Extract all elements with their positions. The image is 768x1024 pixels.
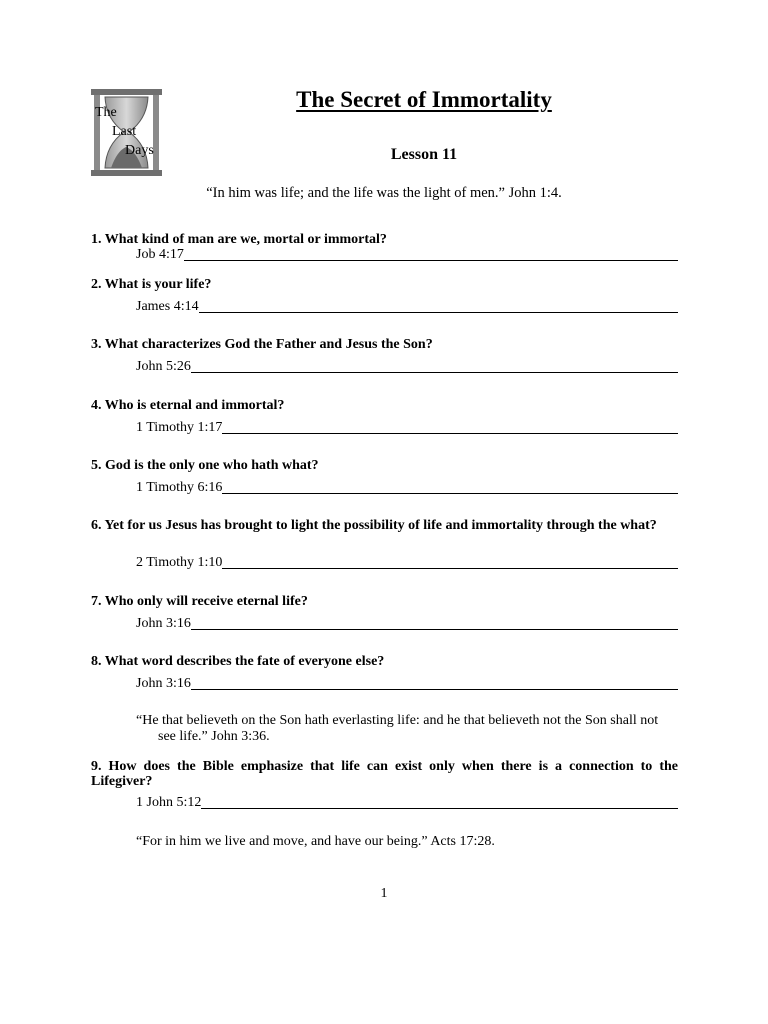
- scripture-reference: 1 Timothy 1:17: [136, 420, 223, 435]
- quote-line-2: see life.” John 3:36.: [158, 729, 270, 744]
- lesson-number: Lesson 11: [390, 146, 458, 163]
- scripture-reference: 1 John 5:12: [136, 795, 202, 810]
- answer-row-4: [136, 420, 678, 436]
- answer-blank[interactable]: [191, 688, 678, 690]
- question-8: 8. What word describes the fate of everyone else?: [91, 654, 385, 669]
- scripture-quote-john-3-36: [136, 713, 681, 745]
- answer-blank[interactable]: [199, 311, 678, 313]
- scripture-reference: John 3:16: [136, 676, 191, 691]
- answer-blank[interactable]: [191, 628, 678, 630]
- answer-blank[interactable]: [184, 259, 678, 261]
- answer-blank[interactable]: [191, 371, 678, 373]
- question-6: 6. Yet for us Jesus has brought to light the possibility of life and immortality through the what?: [91, 518, 657, 533]
- question-3: 3. What characterizes God the Father and Jesus the Son?: [91, 337, 433, 352]
- logo-word-the: The: [95, 105, 117, 120]
- page-title: The Secret of Immortality: [296, 87, 552, 112]
- question-2: 2. What is your life?: [91, 277, 212, 292]
- answer-row-3: [136, 359, 678, 375]
- answer-row-7: [136, 616, 678, 632]
- logo-word-last: Last: [112, 124, 137, 139]
- scripture-reference: 1 Timothy 6:16: [136, 480, 223, 495]
- question-4: 4. Who is eternal and immortal?: [91, 398, 285, 413]
- question-1: 1. What kind of man are we, mortal or immortal?: [91, 232, 387, 247]
- question-7: 7. Who only will receive eternal life?: [91, 594, 308, 609]
- scripture-quote-acts-17-28: “For in him we live and move, and have our being.” Acts 17:28.: [136, 834, 495, 849]
- answer-blank[interactable]: [222, 492, 678, 494]
- answer-blank[interactable]: [201, 807, 678, 809]
- quote-line-1: “He that believeth on the Son hath everlasting life: and he that believeth not the Son shall not: [136, 713, 659, 728]
- scripture-reference: James 4:14: [136, 299, 199, 314]
- answer-row-2: [136, 299, 678, 315]
- answer-row-1: [136, 247, 678, 263]
- answer-blank[interactable]: [222, 432, 678, 434]
- scripture-reference: Job 4:17: [136, 247, 184, 262]
- scripture-reference: John 5:26: [136, 359, 191, 374]
- scripture-reference: John 3:16: [136, 616, 191, 631]
- answer-row-8: [136, 676, 678, 692]
- epigraph-quote: “In him was life; and the life was the light of men.” John 1:4.: [206, 185, 562, 201]
- logo-word-days: Days: [125, 143, 154, 158]
- answer-row-9: [136, 795, 678, 811]
- scripture-reference: 2 Timothy 1:10: [136, 555, 223, 570]
- page-number: 1: [380, 886, 388, 901]
- answer-row-5: [136, 480, 678, 496]
- question-5: 5. God is the only one who hath what?: [91, 458, 319, 473]
- question-9: 9. How does the Bible emphasize that life can exist only when there is a connection to the Lifegiver?: [91, 759, 678, 789]
- answer-blank[interactable]: [222, 567, 678, 569]
- answer-row-6: [136, 555, 678, 571]
